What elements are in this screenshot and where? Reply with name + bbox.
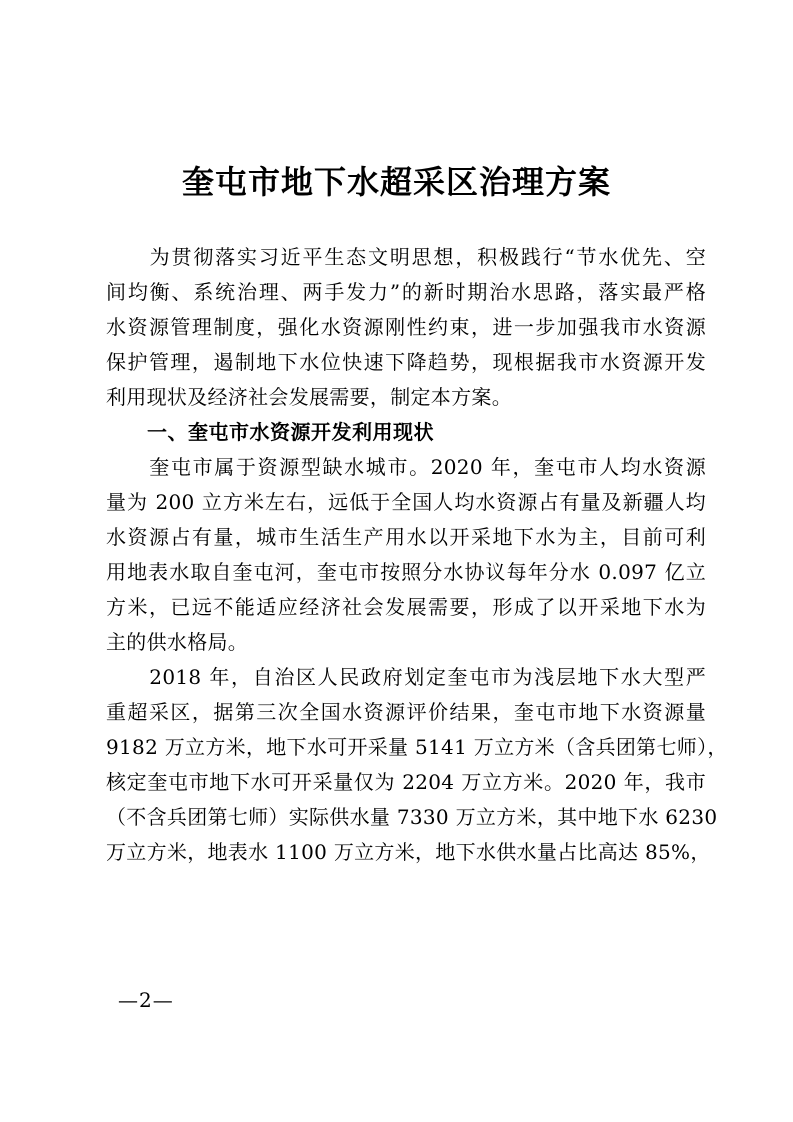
paragraph-line: 奎屯市属于资源型缺水城市。2020 年，奎屯市人均水资源 <box>106 455 706 479</box>
intro-line: 保护管理，遏制地下水位快速下降趋势，现根据我市水资源开发 <box>106 350 706 374</box>
document-body <box>106 240 728 870</box>
paragraph-line: 2018 年，自治区人民政府划定奎屯市为浅层地下水大型严 <box>106 665 706 689</box>
paragraph-line: 量为 200 立方米左右，远低于全国人均水资源占有量及新疆人均 <box>106 490 706 514</box>
paragraph-line: 重超采区，据第三次全国水资源评价结果，奎屯市地下水资源量 <box>106 700 706 724</box>
paragraph-line: 用地表水取自奎屯河，奎屯市按照分水协议每年分水 0.097 亿立 <box>106 560 706 584</box>
paragraph-line: 万立方米，地表水 1100 万立方米，地下水供水量占比高达 85%， <box>106 840 711 864</box>
page-number: —2— <box>118 988 174 1012</box>
paragraph-line: 水资源占有量，城市生活生产用水以开采地下水为主，目前可利 <box>106 525 706 549</box>
paragraph-line: 方米，已远不能适应经济社会发展需要，形成了以开采地下水为 <box>106 595 706 619</box>
intro-line: 间均衡、系统治理、两手发力”的新时期治水思路，落实最严格 <box>106 280 706 304</box>
intro-line: 水资源管理制度，强化水资源刚性约束，进一步加强我市水资源 <box>106 315 706 339</box>
document-title: 奎屯市地下水超采区治理方案 <box>181 163 611 201</box>
paragraph-line: 核定奎屯市地下水可开采量仅为 2204 万立方米。2020 年，我市 <box>106 770 706 794</box>
paragraph-line: （不含兵团第七师）实际供水量 7330 万立方米，其中地下水 6230 <box>106 805 718 829</box>
paragraph-line: 主的供水格局。 <box>106 630 249 654</box>
paragraph-line: 9182 万立方米，地下水可开采量 5141 万立方米（含兵团第七师）， <box>106 735 728 759</box>
section-heading: 一、奎屯市水资源开发利用现状 <box>106 420 434 444</box>
intro-line: 利用现状及经济社会发展需要，制定本方案。 <box>106 385 512 409</box>
intro-line: 为贯彻落实习近平生态文明思想，积极践行“节水优先、空 <box>106 245 706 269</box>
